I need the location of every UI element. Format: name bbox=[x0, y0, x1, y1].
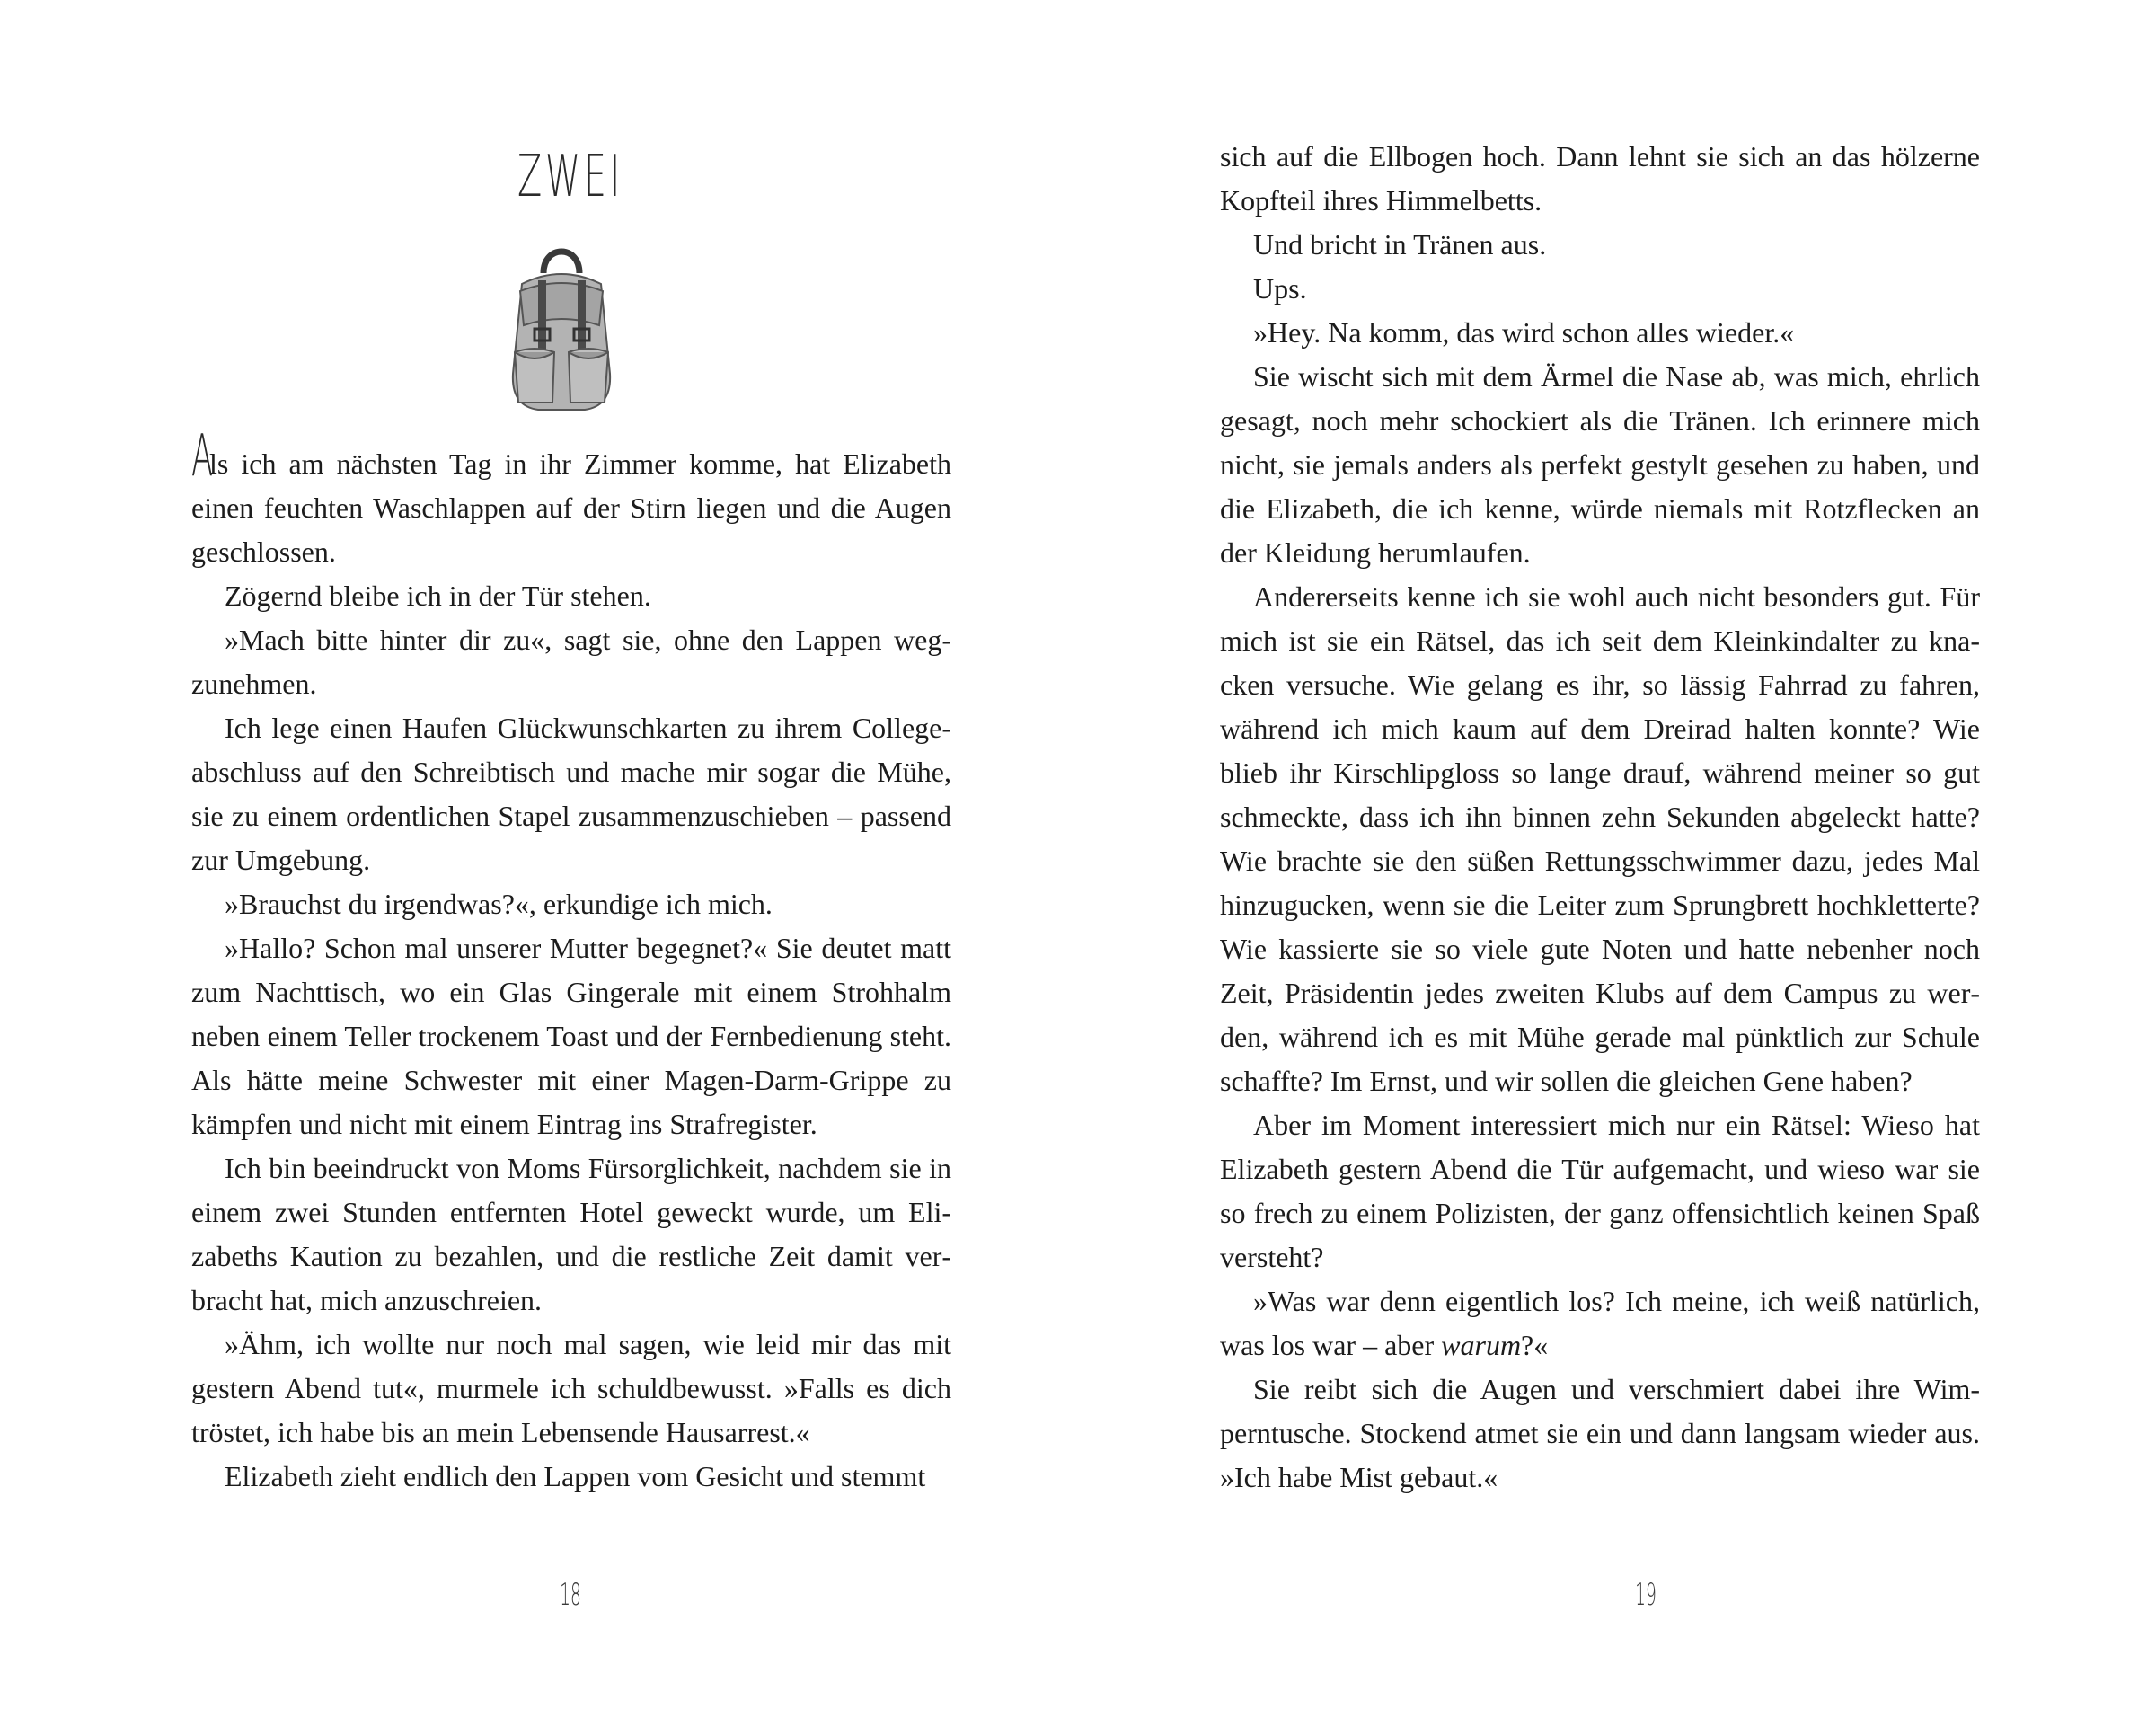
left-body-text bbox=[191, 423, 951, 1499]
paragraph: sich auf die Ellbogen hoch. Dann lehnt sie sich an das hölzerne Kopfteil ihres Himmelbetts. bbox=[1220, 140, 1980, 217]
paragraph: »Mach bitte hinter dir zu«, sagt sie, ohne den Lappen wegzunehmen. bbox=[191, 624, 951, 700]
page-number: 18 bbox=[560, 1577, 581, 1613]
right-page bbox=[1078, 0, 2156, 1717]
quote-tail: ?« bbox=[1521, 1329, 1549, 1361]
paragraph bbox=[1220, 1279, 1980, 1367]
paragraph: »Hallo? Schon mal unserer Mutter begegnet?« Sie deutet matt zum Nachttisch, wo ein Glas Gingerale mit einem Strohhalm neben einem Teller trockenem Toast und der Fernbedienung steht. Als hätte meine Schwester mit einer Magen-Darm-Grippe zu kämpfen und nicht mit einem Eintrag ins Strafregister. bbox=[191, 932, 951, 1140]
paragraph: Zögernd bleibe ich in der Tür stehen. bbox=[225, 580, 651, 612]
drop-cap: A bbox=[191, 423, 214, 490]
paragraph: Sie reibt sich die Augen und verschmiert dabei ihre Wimperntusche. Stockend atmet sie ein und dann langsam wieder aus. »Ich habe Mist gebaut.« bbox=[1220, 1373, 1980, 1493]
backpack-icon bbox=[499, 239, 624, 415]
paragraph: Sie wischt sich mit dem Ärmel die Nase ab, was mich, ehrlich gesagt, noch mehr schockiert als die Tränen. Ich erinnere mich nicht, sie jemals anders als perfekt gestylt gesehen zu haben, und die Elizabeth, die ich kenne, würde niemals mit Rotzflecken an der Kleidung herumlaufen. bbox=[1220, 360, 1980, 569]
italic-word: warum bbox=[1441, 1329, 1522, 1361]
paragraph-text: ls ich am nächsten Tag in ihr Zimmer komme, hat Elizabeth einen feuchten Waschlappen auf der Stirn liegen und die Augen geschlossen. bbox=[191, 447, 951, 568]
paragraph: Und bricht in Tränen aus. bbox=[1253, 228, 1547, 261]
paragraph: »Ähm, ich wollte nur noch mal sagen, wie leid mir das mit gestern Abend tut«, murmele ich schuldbewusst. »Falls es dich tröstet, ich habe bis an mein Lebensende Hausarrest.« bbox=[191, 1328, 951, 1448]
paragraph: Aber im Moment interessiert mich nur ein Rätsel: Wieso hat Elizabeth gestern Abend die Tür aufgemacht, und wieso war sie so frech zu einem Polizisten, der ganz offensichtlich keinen Spaß versteht? bbox=[1220, 1109, 1980, 1273]
page-number: 19 bbox=[1635, 1577, 1657, 1613]
paragraph: Ich bin beeindruckt von Moms Fürsorglichkeit, nachdem sie in einem zwei Stunden entfernten Hotel geweckt wurde, um Elizabeths Kaution zu bezahlen, und die restliche Zeit damit verbracht hat, mich anzuschreien. bbox=[191, 1152, 951, 1316]
paragraph: Ups. bbox=[1253, 272, 1307, 305]
paragraph: Ich lege einen Haufen Glückwunschkarten zu ihrem Collegeabschluss auf den Schreibtisch und mache mir sogar die Mühe, sie zu einem ordentlichen Stapel zusammenzuschieben – passend zur Umgebung. bbox=[191, 712, 951, 876]
paragraph: Elizabeth zieht endlich den Lappen vom Gesicht und stemmt bbox=[225, 1460, 926, 1492]
paragraph: »Brauchst du irgendwas?«, erkundige ich mich. bbox=[225, 888, 773, 920]
paragraph: »Hey. Na komm, das wird schon alles wieder.« bbox=[1253, 316, 1795, 349]
paragraph-text: »Was war denn eigentlich los? Ich meine, ich weiß natürlich, was los war – aber bbox=[1220, 1285, 1980, 1361]
paragraph bbox=[191, 423, 951, 574]
paragraph: Andererseits kenne ich sie wohl auch nicht besonders gut. Für mich ist sie ein Rätsel, das ich seit dem Kleinkindalter zu knacken versuche. Wie gelang es ihr, so lässig Fahrrad zu fahren, während ich mich kaum auf dem Dreirad halten konnte? Wie blieb ihr Kirschlipgloss so lange drauf, während meiner so gut schmeckte, dass ich ihn binnen zehn Sekunden abgeleckt hatte? Wie brachte sie den süßen Rettungsschwimmer dazu, jedes Mal hinzugucken, wenn sie die Leiter zum Sprungbrett hochkletterte? Wie kassierte sie so viele gute Noten und hatte nebenher noch Zeit, Präsidentin jedes zweiten Klubs auf dem Campus zu werden, während ich es mit Mühe gerade mal pünktlich zur Schule schaffte? Im Ernst, und wir sollen die gleichen Gene haben? bbox=[1220, 580, 1980, 1097]
chapter-title: ZWEI bbox=[517, 144, 624, 210]
right-body-text bbox=[1220, 135, 1980, 1500]
